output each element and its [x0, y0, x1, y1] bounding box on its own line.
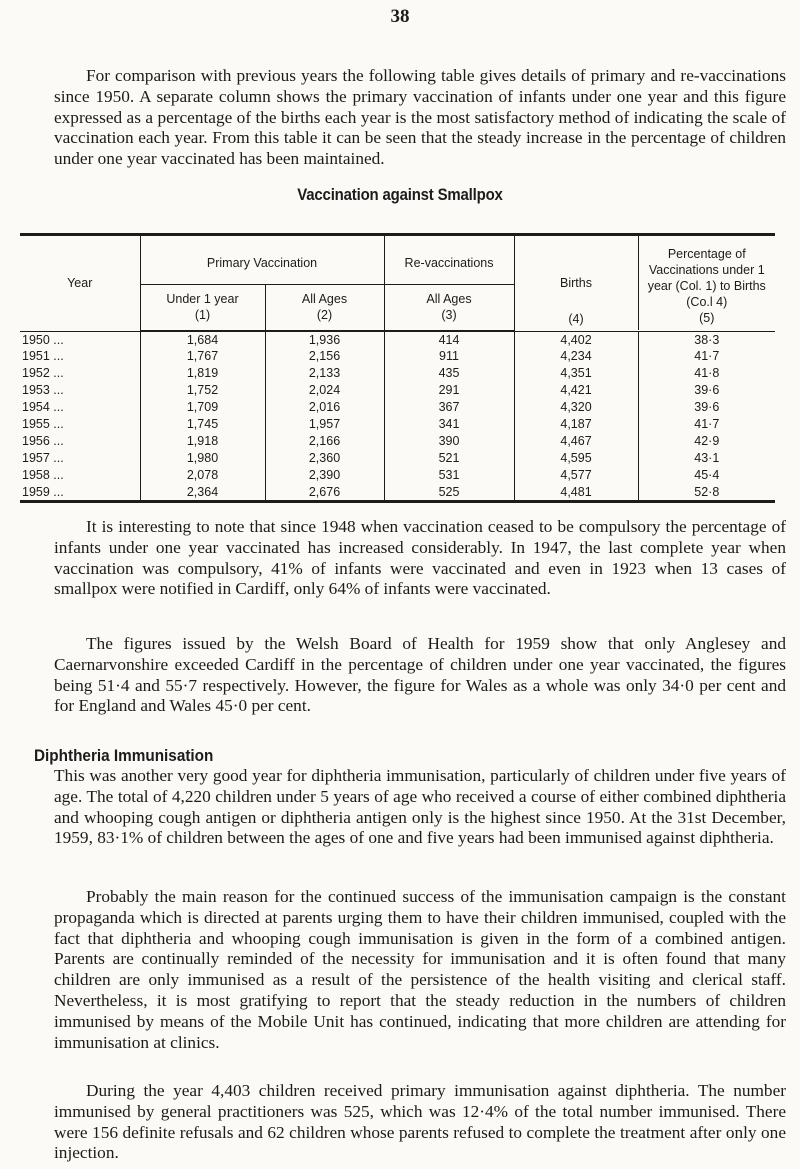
table-row [20, 365, 775, 382]
table-row [20, 416, 775, 433]
cell-revacc: 390 [384, 433, 514, 450]
cell-under-1: 1,709 [140, 399, 265, 416]
cell-all-ages: 2,676 [265, 484, 384, 501]
table-row [20, 467, 775, 484]
header-percentage [638, 236, 775, 330]
cell-births: 4,595 [514, 450, 638, 467]
paragraph-year-total: During the year 4,403 children received primary immunisation against diphtheria. The number immunised by general practitioners was 525, which was 12·4% of the total number immunised. There were 156 definite refusals and 62 children whose parents refused to complete the treatment after only one injection. [54, 1081, 786, 1163]
diphtheria-heading: Diphtheria Immunisation [34, 746, 214, 765]
header-births-label: Births [560, 276, 592, 290]
cell-revacc: 291 [384, 382, 514, 399]
cell-under-1: 2,364 [140, 484, 265, 501]
page-number: 38 [390, 6, 410, 27]
header-col5: (5) [699, 311, 715, 325]
cell-births: 4,187 [514, 416, 638, 433]
cell-under-1: 1,684 [140, 331, 265, 348]
cell-births: 4,481 [514, 484, 638, 501]
header-all-ages-re-label: All Ages [426, 292, 472, 306]
cell-all-ages: 2,016 [265, 399, 384, 416]
cell-pct: 43·1 [638, 450, 775, 467]
cell-pct: 41·7 [638, 348, 775, 365]
cell-all-ages: 1,957 [265, 416, 384, 433]
cell-year: 1951 ... [22, 349, 64, 364]
cell-all-ages: 1,936 [265, 331, 384, 348]
table-row [20, 331, 775, 348]
header-all-ages-primary [265, 284, 384, 330]
cell-pct: 42·9 [638, 433, 775, 450]
header-births [514, 236, 638, 330]
cell-revacc: 525 [384, 484, 514, 501]
table-title: Vaccination against Smallpox [297, 185, 503, 204]
cell-under-1: 2,078 [140, 467, 265, 484]
cell-births: 4,402 [514, 331, 638, 348]
cell-under-1: 1,752 [140, 382, 265, 399]
cell-all-ages: 2,024 [265, 382, 384, 399]
cell-pct: 39·6 [638, 399, 775, 416]
header-all-ages-primary-label: All Ages [301, 292, 348, 306]
cell-year: 1958 ... [22, 467, 64, 482]
cell-revacc: 435 [384, 365, 514, 382]
cell-births: 4,577 [514, 467, 638, 484]
cell-pct: 41·7 [638, 416, 775, 433]
header-primary-vaccination: Primary Vaccination [140, 236, 384, 284]
cell-revacc: 521 [384, 450, 514, 467]
cell-pct: 45·4 [638, 467, 775, 484]
cell-births: 4,467 [514, 433, 638, 450]
cell-year: 1959 ... [22, 484, 64, 499]
cell-pct: 39·6 [638, 382, 775, 399]
table-row [20, 450, 775, 467]
cell-pct: 38·3 [638, 331, 775, 348]
cell-revacc: 414 [384, 331, 514, 348]
paragraph-reason: Probably the main reason for the continued success of the immunisation campaign is the constant propaganda which is directed at parents urging them to have their children immunised, coupled with the fact that diphtheria and whooping cough immunisation is given in the form of a combined antigen. Parents are continually reminded of the necessity for immunisation and it is often found that many children are only immunised as a result of the persistence of the health visiting and clerical staff. Nevertheless, it is most gratifying to report that the steady reduction in the numbers of children immunised by means of the Mobile Unit has continued, indicating that more children are attending for immunisation at clinics. [54, 887, 786, 1052]
cell-year: 1953 ... [22, 383, 64, 398]
header-re-vaccinations: Re-vaccinations [384, 236, 514, 284]
paragraph-diphtheria: This was another very good year for diphtheria immunisation, particularly of children under five years of age. The total of 4,220 children under 5 years of age who received a course of either combined diphtheria and whooping cough antigen or diphtheria antigen only is the highest since 1950. At the 31st December, 1959, 83·1% of children between the ages of one and five years had been immunised against diphtheria. [54, 766, 786, 848]
cell-all-ages: 2,133 [265, 365, 384, 382]
table-row [20, 484, 775, 501]
cell-year: 1954 ... [22, 400, 64, 415]
cell-year: 1950 ... [22, 332, 64, 347]
vaccination-table [20, 233, 775, 503]
cell-revacc: 367 [384, 399, 514, 416]
paragraph-welsh-board: The figures issued by the Welsh Board of Health for 1959 show that only Anglesey and Caernarvonshire exceeded Cardiff in the percentage of children under one year vaccinated, the figures being 51·4 and 55·7 respectively. However, the figure for Wales as a whole was only 34·0 per cent and for England and Wales 45·0 per cent. [54, 634, 786, 716]
cell-revacc: 531 [384, 467, 514, 484]
table-row [20, 399, 775, 416]
cell-year: 1956 ... [22, 433, 64, 448]
cell-all-ages: 2,360 [265, 450, 384, 467]
table-row [20, 433, 775, 450]
cell-revacc: 911 [384, 348, 514, 365]
cell-births: 4,234 [514, 348, 638, 365]
cell-under-1: 1,745 [140, 416, 265, 433]
header-col3: (3) [441, 308, 457, 322]
header-under-1-year [140, 284, 265, 330]
cell-all-ages: 2,390 [265, 467, 384, 484]
header-all-ages-re [384, 284, 514, 330]
cell-pct: 52·8 [638, 484, 775, 501]
table-row [20, 348, 775, 365]
header-percentage-label: Percentage of Vaccinations under 1 year (Col. 1) to Births (Co.l 4) [647, 247, 766, 309]
cell-under-1: 1,767 [140, 348, 265, 365]
cell-under-1: 1,819 [140, 365, 265, 382]
cell-all-ages: 2,166 [265, 433, 384, 450]
paragraph-compulsory: It is interesting to note that since 1948 when vaccination ceased to be compulsory the percentage of infants under one year vaccinated has increased considerably. In 1947, the last complete year when vaccination was compulsory, 41% of infants were vaccinated and even in 1923 when 13 cases of smallpox were notified in Cardiff, only 64% of infants were vaccinated. [54, 517, 786, 599]
cell-all-ages: 2,156 [265, 348, 384, 365]
header-col2: (2) [316, 308, 333, 322]
intro-paragraph: For comparison with previous years the following table gives details of primary and re-vaccinations since 1950. A separate column shows the primary vaccination of infants under one year and this figure expressed as a percentage of the births each year is the most satisfactory method of indicating the scale of vaccination each year. From this table it can be seen that the steady increase in the percentage of children under one year vaccinated has been maintained. [54, 66, 786, 169]
cell-year: 1955 ... [22, 417, 64, 432]
cell-pct: 41·8 [638, 365, 775, 382]
header-col4: (4) [568, 312, 584, 326]
cell-births: 4,320 [514, 399, 638, 416]
cell-births: 4,351 [514, 365, 638, 382]
cell-under-1: 1,980 [140, 450, 265, 467]
cell-revacc: 341 [384, 416, 514, 433]
header-year: Year [67, 276, 93, 290]
header-under-1-label: Under 1 year [166, 292, 239, 306]
cell-year: 1952 ... [22, 366, 64, 381]
table-row [20, 382, 775, 399]
cell-year: 1957 ... [22, 450, 64, 465]
header-col1: (1) [194, 308, 211, 322]
cell-under-1: 1,918 [140, 433, 265, 450]
cell-births: 4,421 [514, 382, 638, 399]
